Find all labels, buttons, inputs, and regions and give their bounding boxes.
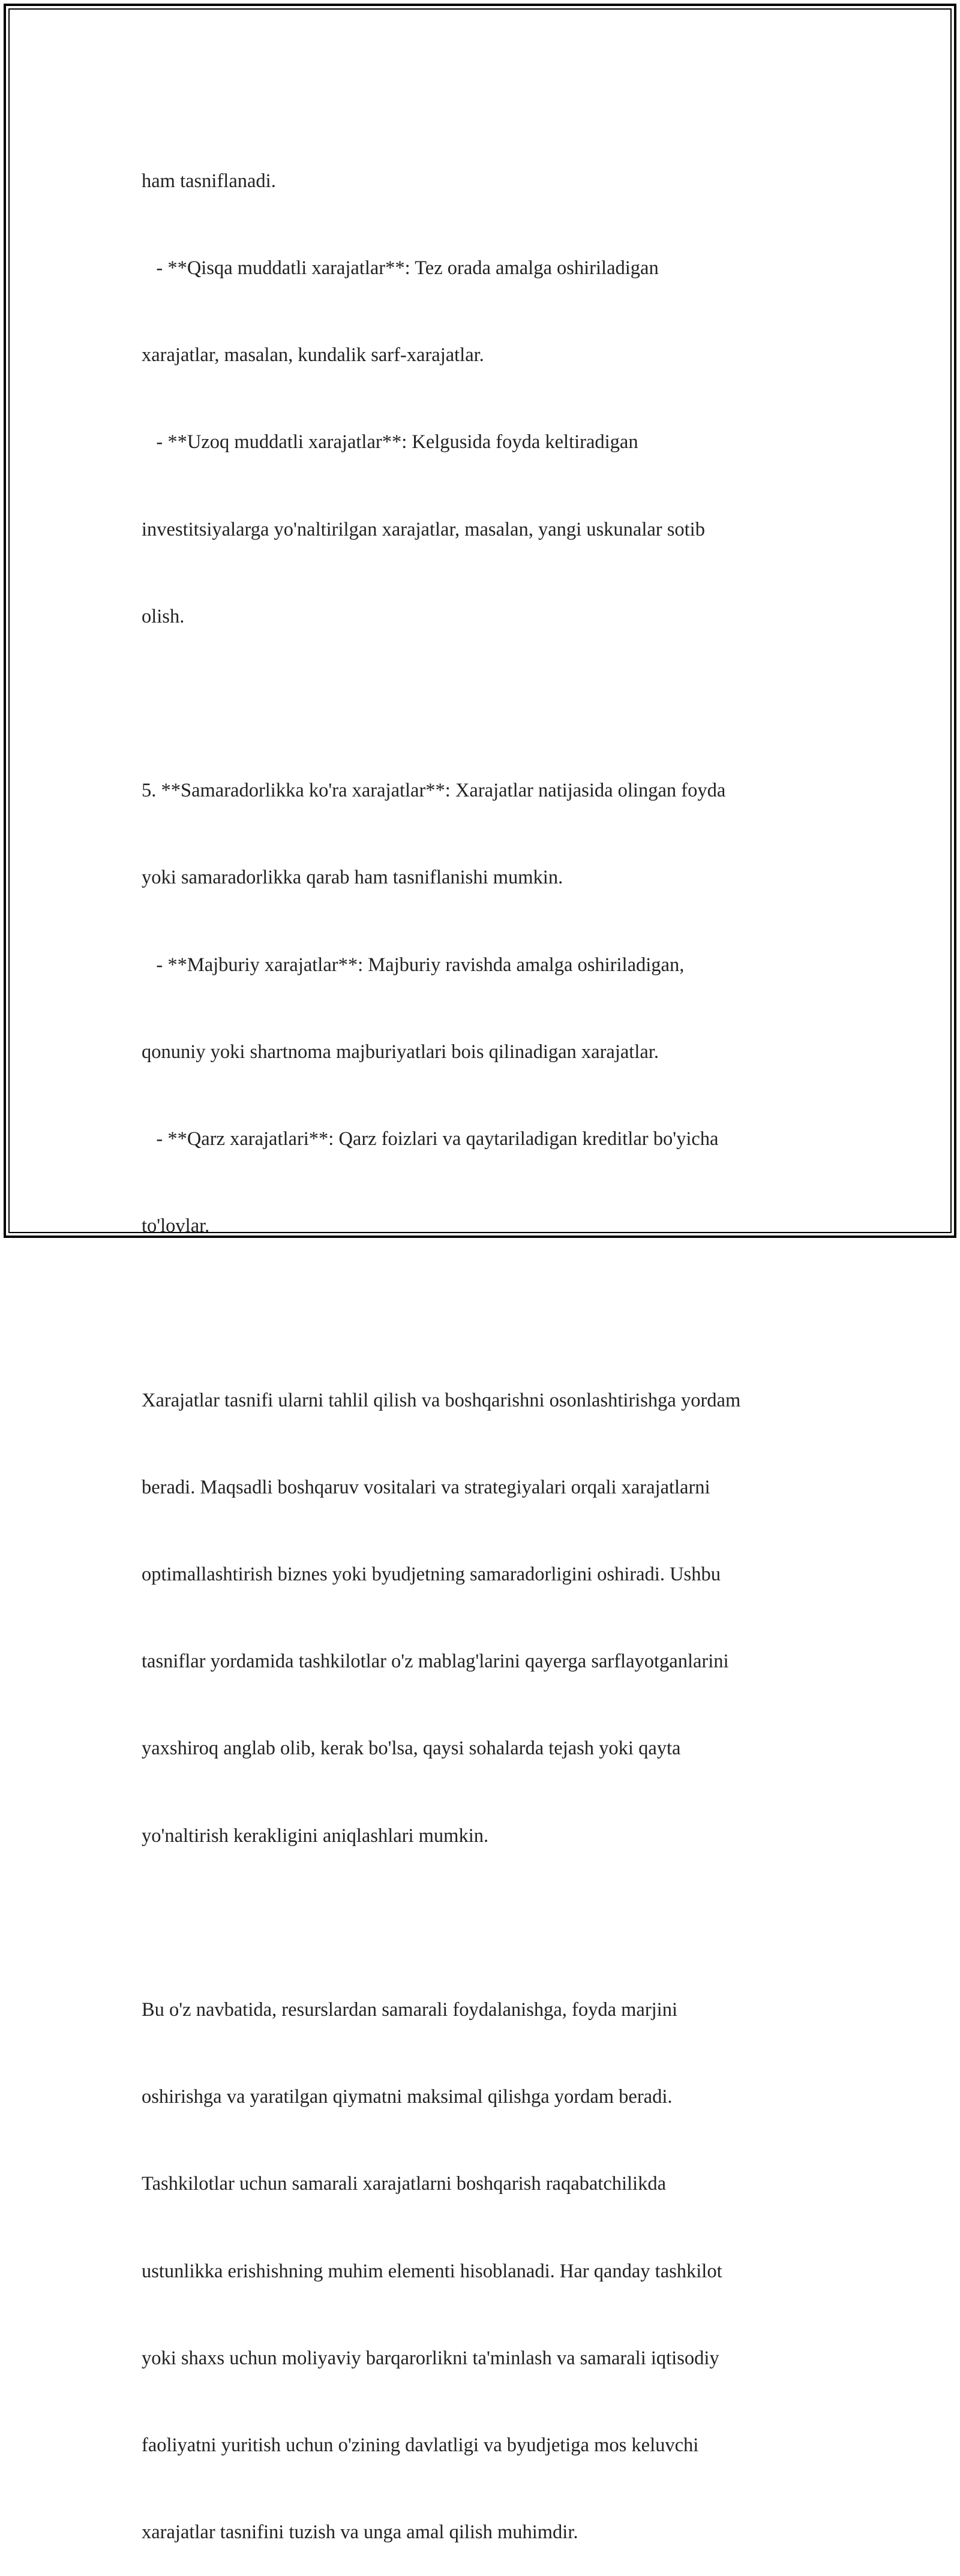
- paragraph-line: tasniflar yordamida tashkilotlar o'z mablag'larini qayerga sarflayotganlarini: [142, 1651, 729, 1673]
- text-line: to'lovlar.: [142, 1215, 210, 1237]
- paragraph-line: yo'naltirish kerakligini aniqlashlari mumkin.: [142, 1824, 489, 1847]
- list-item-short-term-expenses: - **Qisqa muddatli xarajatlar**: Tez orada amalga oshiriladigan: [142, 257, 659, 279]
- paragraph-line: faoliyatni yuritish uchun o'zining davlatligi va byudjetiga mos keluvchi: [142, 2434, 699, 2457]
- paragraph-line: yoki shaxs uchun moliyaviy barqarorlikni ta'minlash va samarali iqtisodiy: [142, 2347, 719, 2369]
- list-item-debt-expenses: - **Qarz xarajatlari**: Qarz foizlari va qaytariladigan kreditlar bo'yicha: [142, 1128, 719, 1150]
- numbered-item-efficiency-expenses: 5. **Samaradorlikka ko'ra xarajatlar**: Xarajatlar natijasida olingan foyda: [142, 780, 726, 802]
- text-line: olish.: [142, 605, 185, 627]
- paragraph-line: ustunlikka erishishning muhim elementi hisoblanadi. Har qanday tashkilot: [142, 2260, 722, 2282]
- text-line: xarajatlar, masalan, kundalik sarf-xarajatlar.: [142, 344, 484, 366]
- text-line: yoki samaradorlikka qarab ham tasniflanishi mumkin.: [142, 867, 563, 889]
- paragraph-line: yaxshiroq anglab olib, kerak bo'lsa, qaysi sohalarda tejash yoki qayta: [142, 1738, 681, 1760]
- list-item-mandatory-expenses: - **Majburiy xarajatlar**: Majburiy ravishda amalga oshiriladigan,: [142, 954, 685, 976]
- list-item-long-term-expenses: - **Uzoq muddatli xarajatlar**: Kelgusida foyda keltiradigan: [142, 431, 638, 453]
- paragraph-line: xarajatlar tasnifini tuzish va unga amal qilish muhimdir.: [142, 2521, 578, 2544]
- paragraph-line: oshirishga va yaratilgan qiymatni maksimal qilishga yordam beradi.: [142, 2086, 673, 2108]
- paragraph-line: Xarajatlar tasnifi ularni tahlil qilish va boshqarishni osonlashtirishga yordam: [142, 1389, 741, 1411]
- document-body: [142, 109, 838, 2576]
- paragraph-gap: [142, 689, 838, 718]
- text-line: qonuniy yoki shartnoma majburiyatlari bois qilinadigan xarajatlar.: [142, 1041, 659, 1063]
- paragraph-line: Bu o'z navbatida, resurslardan samarali foydalanishga, foyda marjini: [142, 1999, 677, 2021]
- paragraph-line: optimallashtirish biznes yoki byudjetning samaradorligini oshiradi. Ushbu: [142, 1564, 721, 1586]
- text-line: ham tasniflanadi.: [142, 170, 276, 192]
- paragraph-gap: [142, 1908, 838, 1937]
- paragraph-line: Tashkilotlar uchun samarali xarajatlarni boshqarish raqabatchilikda: [142, 2173, 667, 2195]
- paragraph-line: beradi. Maqsadli boshqaruv vositalari va strategiyalari orqali xarajatlarni: [142, 1476, 710, 1498]
- text-line: investitsiyalarga yo'naltirilgan xarajatlar, masalan, yangi uskunalar sotib: [142, 518, 705, 540]
- paragraph-gap: [142, 1298, 838, 1327]
